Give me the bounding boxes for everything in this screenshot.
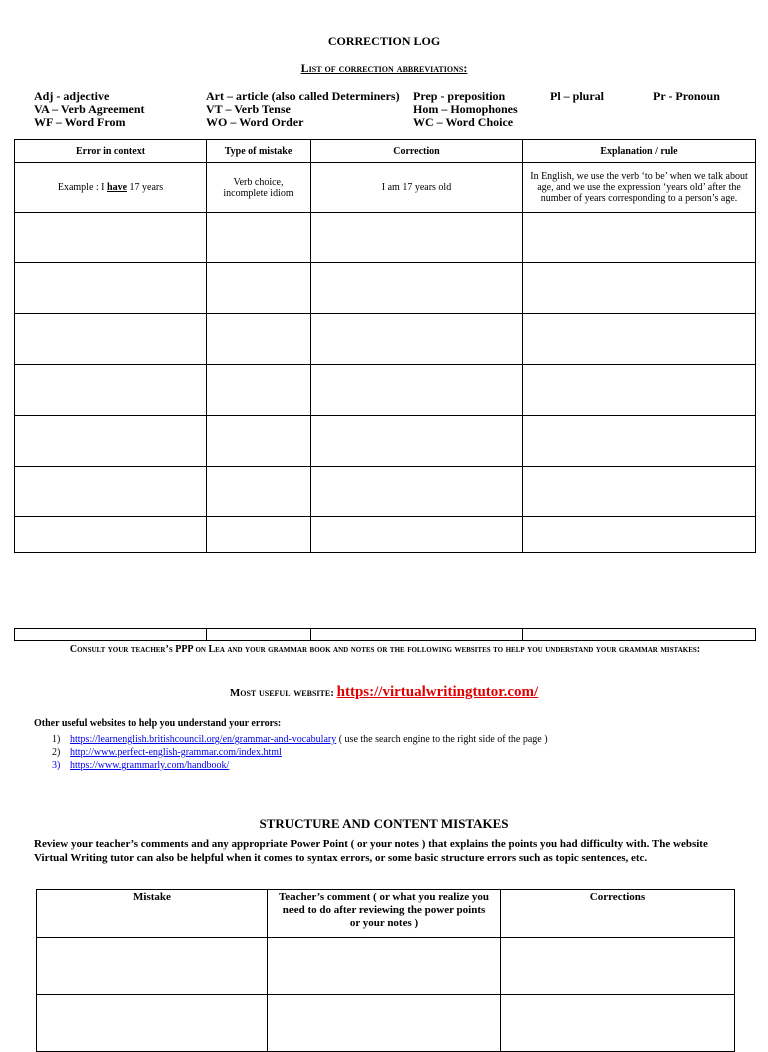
cell-type[interactable] bbox=[207, 416, 311, 467]
table-row bbox=[37, 938, 735, 995]
list-item: 3) https://www.grammarly.com/handbook/ bbox=[52, 760, 230, 771]
abbreviation-column-2 bbox=[206, 90, 400, 129]
abbreviation-item: Pl – plural bbox=[550, 89, 605, 103]
cell-mistake[interactable] bbox=[37, 938, 268, 995]
abbreviation-column-4 bbox=[550, 90, 604, 103]
column-header-correction: Correction bbox=[311, 140, 523, 163]
british-council-link[interactable]: https://learnenglish.britishcouncil.org/en/grammar-and-vocabulary bbox=[70, 734, 337, 745]
abbreviation-column-3 bbox=[413, 90, 518, 129]
cell-type[interactable] bbox=[207, 517, 311, 553]
cell-explanation[interactable] bbox=[523, 314, 756, 365]
cell-error[interactable] bbox=[15, 416, 207, 467]
table-row bbox=[15, 517, 756, 553]
abbreviation-item: WO – Word Order bbox=[206, 115, 304, 129]
cell-type[interactable] bbox=[207, 263, 311, 314]
review-instructions: Review your teacher’s comments and any appropriate Power Point ( or your notes ) that explains the points you had difficulty with. The website Virtual Writing tutor can also be helpful when it comes to syntax errors, or some basic structure errors such as topic sentences, etc. bbox=[34, 838, 708, 864]
column-header-error: Error in context bbox=[15, 140, 207, 163]
column-header-corrections: Corrections bbox=[501, 890, 735, 938]
cell-teacher-comment[interactable] bbox=[268, 938, 501, 995]
cell-type[interactable] bbox=[207, 314, 311, 365]
cell-correction[interactable] bbox=[311, 213, 523, 263]
cell-error[interactable] bbox=[15, 365, 207, 416]
abbreviation-item: WF – Word From bbox=[34, 115, 126, 129]
virtual-writing-tutor-link[interactable]: https://virtualwritingtutor.com/ bbox=[336, 684, 539, 700]
grammarly-link[interactable]: https://www.grammarly.com/handbook/ bbox=[70, 760, 230, 771]
cell-correction[interactable] bbox=[311, 365, 523, 416]
column-header-explanation: Explanation / rule bbox=[523, 140, 756, 163]
cell-error[interactable] bbox=[15, 263, 207, 314]
most-useful-label: Most useful website: bbox=[229, 687, 334, 699]
cell-correction[interactable] bbox=[311, 416, 523, 467]
most-useful-website bbox=[0, 684, 768, 701]
error-word: have bbox=[107, 182, 128, 193]
abbreviation-column-1 bbox=[34, 90, 145, 129]
table-row bbox=[15, 467, 756, 517]
abbreviations-heading: List of correction abbreviations: bbox=[300, 61, 468, 75]
cell-corrections[interactable] bbox=[501, 938, 735, 995]
table-row bbox=[37, 995, 735, 1052]
table-header-row bbox=[15, 140, 756, 163]
cell-error[interactable] bbox=[15, 213, 207, 263]
column-header-mistake: Mistake bbox=[37, 890, 268, 938]
abbreviation-item: Adj - adjective bbox=[34, 89, 110, 103]
cell-correction[interactable] bbox=[311, 263, 523, 314]
table-row bbox=[15, 629, 756, 641]
cell-type[interactable] bbox=[207, 629, 311, 641]
cell-teacher-comment[interactable] bbox=[268, 995, 501, 1052]
cell-correction[interactable] bbox=[311, 629, 523, 641]
abbreviation-item: VA – Verb Agreement bbox=[34, 102, 145, 116]
cell-explanation[interactable] bbox=[523, 263, 756, 314]
other-websites-heading: Other useful websites to help you understand your errors: bbox=[34, 718, 282, 729]
cell-type[interactable] bbox=[207, 213, 311, 263]
abbreviation-item: Art – article (also called Determiners) bbox=[206, 89, 400, 103]
cell-correction[interactable] bbox=[311, 314, 523, 365]
table-header-row bbox=[37, 890, 735, 938]
cell-explanation[interactable] bbox=[523, 629, 756, 641]
cell-explanation[interactable] bbox=[523, 365, 756, 416]
cell-explanation[interactable] bbox=[523, 213, 756, 263]
example-explanation-cell: In English, we use the verb ‘to be’ when we talk about age, and we use the expression ‘years old’ after the number of years corresponding to a person’s age. bbox=[523, 163, 756, 213]
example-correction-cell: I am 17 years old bbox=[311, 163, 523, 213]
example-error-cell: Example : I have 17 years bbox=[15, 163, 207, 213]
table-row bbox=[15, 213, 756, 263]
cell-mistake[interactable] bbox=[37, 995, 268, 1052]
list-item: 1) https://learnenglish.britishcouncil.org/en/grammar-and-vocabulary ( use the search engine to the right side of the page ) bbox=[52, 734, 548, 745]
table-row bbox=[15, 365, 756, 416]
abbreviation-item: Pr - Pronoun bbox=[653, 89, 720, 103]
cell-explanation[interactable] bbox=[523, 416, 756, 467]
correction-log-table-continued bbox=[14, 628, 756, 641]
abbreviation-item: VT – Verb Tense bbox=[206, 102, 291, 116]
structure-section-heading: STRUCTURE AND CONTENT MISTAKES bbox=[259, 816, 509, 831]
perfect-english-grammar-link[interactable]: http://www.perfect-english-grammar.com/index.html bbox=[70, 747, 282, 758]
cell-error[interactable] bbox=[15, 314, 207, 365]
table-row bbox=[15, 416, 756, 467]
cell-type[interactable] bbox=[207, 365, 311, 416]
consult-instructions: Consult your teacher’s PPP on Lea and your grammar book and notes or the following websites to help you understand your grammar mistakes: bbox=[69, 644, 701, 655]
abbreviation-item: WC – Word Choice bbox=[413, 115, 514, 129]
abbreviation-column-5 bbox=[653, 90, 720, 103]
column-header-type: Type of mistake bbox=[207, 140, 311, 163]
cell-error[interactable] bbox=[15, 467, 207, 517]
cell-correction[interactable] bbox=[311, 467, 523, 517]
page-title: CORRECTION LOG bbox=[327, 34, 441, 48]
cell-error[interactable] bbox=[15, 517, 207, 553]
cell-type[interactable] bbox=[207, 467, 311, 517]
example-row bbox=[15, 163, 756, 213]
correction-log-table bbox=[14, 139, 756, 553]
cell-correction[interactable] bbox=[311, 517, 523, 553]
cell-corrections[interactable] bbox=[501, 995, 735, 1052]
cell-explanation[interactable] bbox=[523, 467, 756, 517]
cell-explanation[interactable] bbox=[523, 517, 756, 553]
example-type-cell: Verb choice, incomplete idiom bbox=[207, 163, 311, 213]
list-item: 2) http://www.perfect-english-grammar.com/index.html bbox=[52, 747, 282, 758]
structure-mistakes-table bbox=[36, 889, 735, 1052]
table-row bbox=[15, 263, 756, 314]
abbreviation-item: Prep - preposition bbox=[413, 89, 506, 103]
table-row bbox=[15, 314, 756, 365]
abbreviation-item: Hom – Homophones bbox=[413, 102, 518, 116]
cell-error[interactable] bbox=[15, 629, 207, 641]
column-header-teacher-comment: Teacher’s comment ( or what you realize you need to do after reviewing the power points or your notes ) bbox=[268, 890, 501, 938]
